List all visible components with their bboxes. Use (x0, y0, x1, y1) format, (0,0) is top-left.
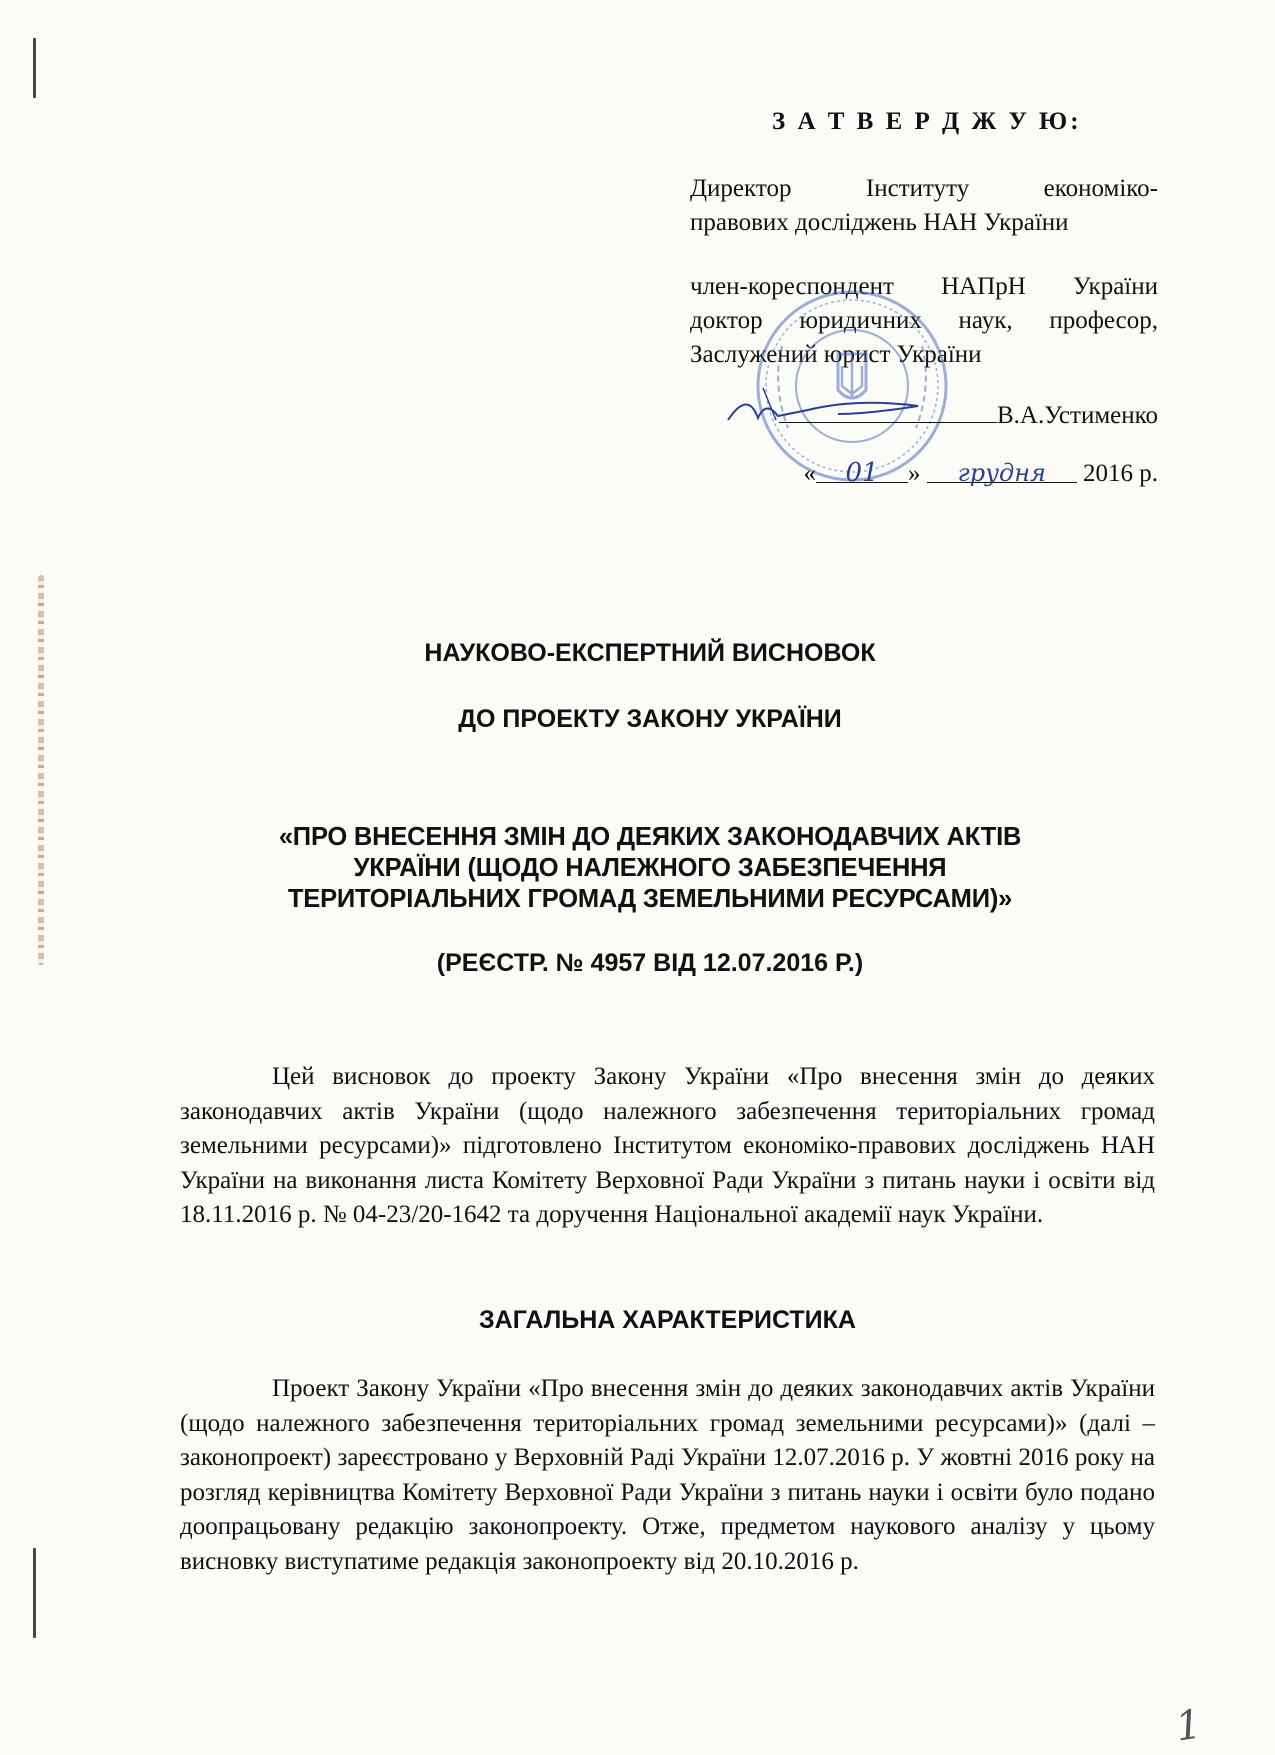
scan-edge-mark-top (33, 38, 36, 98)
page-number: 1 (1172, 1701, 1205, 1751)
date-day-blank (816, 456, 908, 488)
approval-degree-line-2: доктор юридичних наук, професор, (690, 307, 1158, 334)
approval-heading: З А Т В Е Р Д Ж У Ю: (772, 108, 1082, 135)
approval-degree-line-1: член-кореспондент НАПрН України (690, 273, 1158, 300)
approval-degree-line-3: Заслужений юрист України (690, 341, 982, 368)
registry-number: (РЕЄСТР. № 4957 ВІД 12.07.2016 Р.) (436, 949, 864, 977)
date-day: 01 (845, 458, 879, 488)
intro-paragraph (180, 1060, 1155, 1233)
section-paragraph (180, 1372, 1155, 1579)
binding-thread (38, 575, 44, 965)
date-open-quote: « (803, 460, 816, 487)
document-title-line-1: НАУКОВО-ЕКСПЕРТНИЙ ВИСНОВОК (424, 639, 876, 667)
approval-position-line-1: Директор Інституту економіко- (690, 175, 1158, 202)
law-title-line-1: «ПРО ВНЕСЕННЯ ЗМІН ДО ДЕЯКИХ ЗАКОНОДАВЧИХ АКТІВ (278, 823, 1022, 851)
section-paragraph-text: Проект Закону України «Про внесення змін до деяких законодавчих актів України (щодо належного забезпечення територіальних громад земельними ресурсами)» (далі – законопроект) зареєстровано у Верховній Раді України 12.07.2016 р. У жовтні 2016 року на розгляд керівництва Комітету Верховної Ради України з питань науки і освіти було подано доопрацьовану редакцію законопроекту. Отже, предметом наукового аналізу у цьому висновку виступатиме редакція законопроекту від 20.10.2016 р. (180, 1375, 1155, 1575)
law-title-line-3: ТЕРИТОРІАЛЬНИХ ГРОМАД ЗЕМЕЛЬНИМИ РЕСУРСАМИ)» (287, 885, 1013, 913)
date-year: 2016 р. (1083, 460, 1158, 487)
date-close-quote: » (908, 460, 921, 487)
signature-scribble-icon (718, 380, 948, 430)
scan-edge-mark-bottom (33, 1548, 36, 1638)
approval-position-line-2: правових досліджень НАН України (690, 209, 1069, 236)
date-month: грудня (957, 459, 1046, 487)
intro-paragraph-text: Цей висновок до проекту Закону України «Про внесення змін до деяких законодавчих актів України (щодо належного забезпечення територіальних громад земельними ресурсами)» підготовлено Інститутом економіко-правових досліджень НАН України на виконання листа Комітету Верховної Ради України з питань науки і освіти від 18.11.2016 р. № 04-23/20-1642 та доручення Національної академії наук України. (180, 1063, 1155, 1228)
document-title-line-2: ДО ПРОЕКТУ ЗАКОНУ УКРАЇНИ (458, 705, 842, 733)
section-heading: ЗАГАЛЬНА ХАРАКТЕРИСТИКА (479, 1306, 856, 1334)
law-title-line-2: УКРАЇНИ (ЩОДО НАЛЕЖНОГО ЗАБЕЗПЕЧЕННЯ (353, 854, 947, 882)
approval-date (690, 456, 1158, 491)
signatory-name: В.А.Устименко (997, 402, 1158, 429)
date-month-blank (927, 456, 1077, 487)
